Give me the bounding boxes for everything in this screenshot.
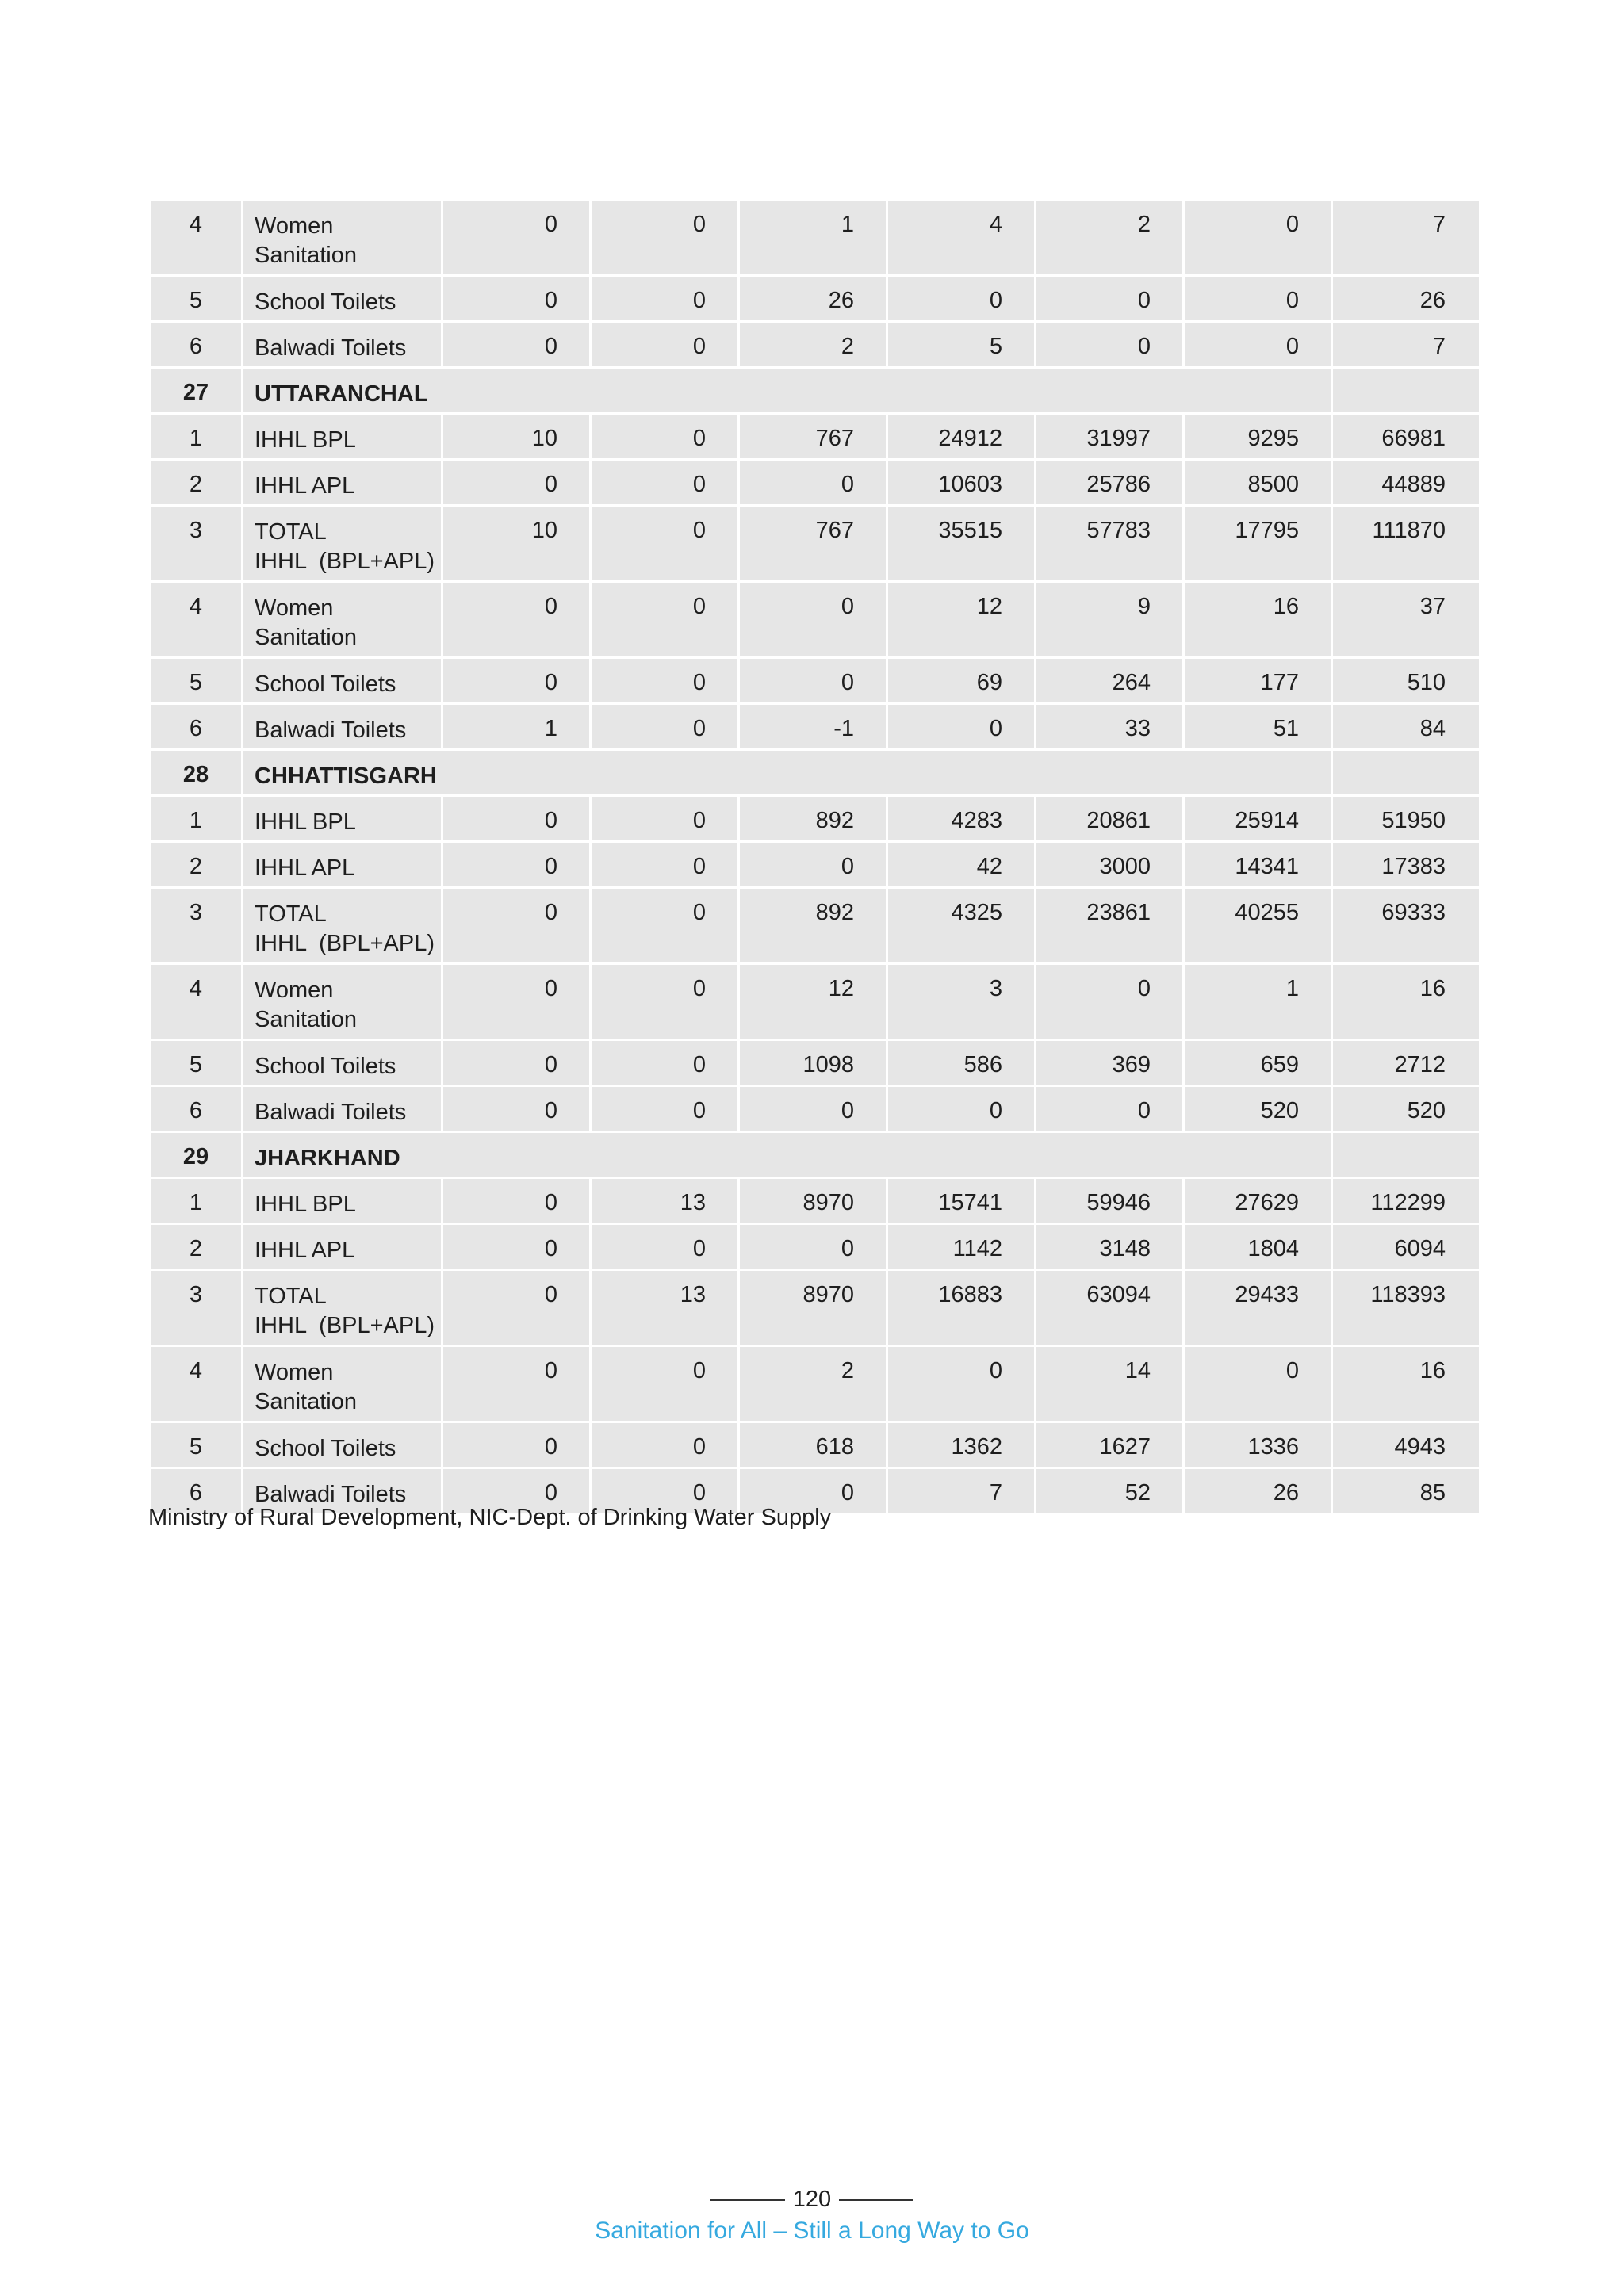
row-value: 177 <box>1184 658 1332 704</box>
row-value: 0 <box>739 1468 887 1514</box>
table-row <box>150 796 1480 842</box>
row-value: 0 <box>591 582 739 658</box>
state-name: CHHATTISGARH <box>243 750 1332 796</box>
table-row <box>150 704 1480 750</box>
row-value: 892 <box>739 888 887 964</box>
row-value: 2 <box>739 1346 887 1422</box>
row-component <box>243 582 442 658</box>
table-row <box>150 964 1480 1040</box>
row-value: 2 <box>1036 200 1184 276</box>
row-value: 0 <box>442 1468 591 1514</box>
row-value: 25786 <box>1036 460 1184 506</box>
row-value: 0 <box>591 506 739 582</box>
table-row <box>150 582 1480 658</box>
row-value: 0 <box>591 1346 739 1422</box>
row-component <box>243 1178 442 1224</box>
row-serial: 4 <box>150 582 243 658</box>
row-value: 1142 <box>887 1224 1036 1270</box>
row-value: 33 <box>1036 704 1184 750</box>
row-total-value: 66981 <box>1332 414 1480 460</box>
row-component <box>243 1346 442 1422</box>
row-value: -1 <box>739 704 887 750</box>
row-total-value: 44889 <box>1332 460 1480 506</box>
row-serial: 2 <box>150 1224 243 1270</box>
row-value: 0 <box>887 1086 1036 1132</box>
row-total-value: 520 <box>1332 1086 1480 1132</box>
table-row <box>150 1346 1480 1422</box>
row-value: 0 <box>442 1422 591 1468</box>
row-value: 0 <box>591 276 739 322</box>
row-value: 0 <box>442 1224 591 1270</box>
row-total-value: 6094 <box>1332 1224 1480 1270</box>
row-value: 26 <box>739 276 887 322</box>
row-value: 2 <box>739 322 887 368</box>
row-serial: 5 <box>150 276 243 322</box>
row-component <box>243 1270 442 1346</box>
row-value: 0 <box>591 414 739 460</box>
row-component <box>243 1040 442 1086</box>
row-value: 4 <box>887 200 1036 276</box>
row-value: 0 <box>442 1040 591 1086</box>
row-serial: 3 <box>150 888 243 964</box>
table-row <box>150 842 1480 888</box>
row-value: 26 <box>1184 1468 1332 1514</box>
row-value: 0 <box>1036 1086 1184 1132</box>
page-number-block <box>0 2187 1624 2213</box>
row-value: 69 <box>887 658 1036 704</box>
row-value: 0 <box>591 1224 739 1270</box>
row-component-line: IHHL (BPL+APL) <box>255 931 435 956</box>
row-component-line: Balwadi Toilets <box>255 335 407 361</box>
row-value: 9295 <box>1184 414 1332 460</box>
row-component <box>243 888 442 964</box>
state-header-row <box>150 368 1480 414</box>
row-value: 9 <box>1036 582 1184 658</box>
row-value: 0 <box>739 460 887 506</box>
state-empty-cell <box>1332 1132 1480 1178</box>
row-value: 10 <box>442 414 591 460</box>
row-value: 0 <box>442 200 591 276</box>
row-value: 0 <box>591 460 739 506</box>
row-value: 0 <box>442 582 591 658</box>
row-value: 0 <box>591 796 739 842</box>
row-component <box>243 1086 442 1132</box>
page-number: 120 <box>792 2187 832 2212</box>
row-value: 0 <box>591 1040 739 1086</box>
row-value: 57783 <box>1036 506 1184 582</box>
row-value: 0 <box>1184 276 1332 322</box>
row-value: 52 <box>1036 1468 1184 1514</box>
row-value: 3 <box>887 964 1036 1040</box>
state-empty-cell <box>1332 368 1480 414</box>
row-value: 0 <box>1036 322 1184 368</box>
row-value: 1 <box>1184 964 1332 1040</box>
row-value: 0 <box>442 1346 591 1422</box>
row-value: 13 <box>591 1178 739 1224</box>
row-total-value: 84 <box>1332 704 1480 750</box>
row-value: 31997 <box>1036 414 1184 460</box>
row-value: 42 <box>887 842 1036 888</box>
row-serial: 6 <box>150 1468 243 1514</box>
row-component-line: IHHL BPL <box>255 427 356 453</box>
row-value: 767 <box>739 506 887 582</box>
row-value: 0 <box>442 276 591 322</box>
row-value: 0 <box>442 322 591 368</box>
row-component-line: Women <box>255 1360 334 1385</box>
book-title: Sanitation for All – Still a Long Way to Go <box>595 2218 1029 2244</box>
row-serial: 1 <box>150 796 243 842</box>
table-row <box>150 322 1480 368</box>
row-value: 3148 <box>1036 1224 1184 1270</box>
row-value: 3000 <box>1036 842 1184 888</box>
row-component <box>243 506 442 582</box>
row-value: 0 <box>591 964 739 1040</box>
row-value: 1804 <box>1184 1224 1332 1270</box>
row-component <box>243 460 442 506</box>
row-component-line: Balwadi Toilets <box>255 718 407 743</box>
row-component-line: IHHL APL <box>255 1238 355 1263</box>
row-value: 35515 <box>887 506 1036 582</box>
row-value: 892 <box>739 796 887 842</box>
row-value: 0 <box>591 704 739 750</box>
row-value: 586 <box>887 1040 1036 1086</box>
row-component-line: Sanitation <box>255 1007 357 1032</box>
row-value: 29433 <box>1184 1270 1332 1346</box>
row-value: 0 <box>887 704 1036 750</box>
row-serial: 6 <box>150 322 243 368</box>
row-component-line: IHHL BPL <box>255 809 356 835</box>
row-value: 0 <box>442 460 591 506</box>
row-value: 0 <box>591 200 739 276</box>
row-component-line: School Toilets <box>255 1054 396 1079</box>
row-value: 0 <box>442 964 591 1040</box>
row-total-value: 7 <box>1332 200 1480 276</box>
row-component-line: Balwadi Toilets <box>255 1482 407 1507</box>
row-component <box>243 842 442 888</box>
row-value: 13 <box>591 1270 739 1346</box>
row-serial: 2 <box>150 460 243 506</box>
row-total-value: 69333 <box>1332 888 1480 964</box>
row-component-line: TOTAL <box>255 1284 327 1309</box>
row-total-value: 85 <box>1332 1468 1480 1514</box>
row-value: 10 <box>442 506 591 582</box>
row-serial: 4 <box>150 1346 243 1422</box>
row-serial: 5 <box>150 1422 243 1468</box>
row-component <box>243 704 442 750</box>
row-value: 369 <box>1036 1040 1184 1086</box>
row-component <box>243 276 442 322</box>
state-number: 27 <box>150 368 243 414</box>
row-value: 0 <box>887 1346 1036 1422</box>
row-value: 0 <box>591 888 739 964</box>
row-value: 0 <box>591 322 739 368</box>
row-value: 0 <box>591 842 739 888</box>
row-value: 0 <box>1184 1346 1332 1422</box>
row-component-line: Sanitation <box>255 243 357 268</box>
row-value: 23861 <box>1036 888 1184 964</box>
footer-rule-left <box>710 2199 785 2201</box>
table-row <box>150 1270 1480 1346</box>
row-component-line: IHHL (BPL+APL) <box>255 549 435 574</box>
row-serial: 5 <box>150 658 243 704</box>
row-total-value: 26 <box>1332 276 1480 322</box>
row-value: 0 <box>1184 322 1332 368</box>
row-component-line: Sanitation <box>255 625 357 650</box>
state-name: JHARKHAND <box>243 1132 1332 1178</box>
row-value: 25914 <box>1184 796 1332 842</box>
row-value: 618 <box>739 1422 887 1468</box>
row-component <box>243 322 442 368</box>
table-row <box>150 414 1480 460</box>
row-value: 0 <box>739 1086 887 1132</box>
row-value: 40255 <box>1184 888 1332 964</box>
state-header-row <box>150 1132 1480 1178</box>
row-value: 0 <box>591 1468 739 1514</box>
table-row <box>150 276 1480 322</box>
state-number: 28 <box>150 750 243 796</box>
table-row <box>150 888 1480 964</box>
row-value: 0 <box>1036 276 1184 322</box>
row-component-line: School Toilets <box>255 1436 396 1461</box>
row-value: 1336 <box>1184 1422 1332 1468</box>
row-value: 20861 <box>1036 796 1184 842</box>
table-row <box>150 1178 1480 1224</box>
row-value: 51 <box>1184 704 1332 750</box>
row-component-line: School Toilets <box>255 672 396 697</box>
row-total-value: 4943 <box>1332 1422 1480 1468</box>
row-value: 0 <box>442 1086 591 1132</box>
row-total-value: 112299 <box>1332 1178 1480 1224</box>
row-value: 8970 <box>739 1178 887 1224</box>
row-value: 0 <box>739 842 887 888</box>
row-value: 264 <box>1036 658 1184 704</box>
row-value: 8970 <box>739 1270 887 1346</box>
row-value: 659 <box>1184 1040 1332 1086</box>
row-component-line: IHHL (BPL+APL) <box>255 1313 435 1338</box>
row-component <box>243 658 442 704</box>
table-row <box>150 1086 1480 1132</box>
page-footer <box>0 2187 1624 2244</box>
row-value: 63094 <box>1036 1270 1184 1346</box>
table-row <box>150 1422 1480 1468</box>
table-row <box>150 506 1480 582</box>
state-empty-cell <box>1332 750 1480 796</box>
row-value: 0 <box>442 658 591 704</box>
row-serial: 4 <box>150 964 243 1040</box>
row-component <box>243 414 442 460</box>
row-serial: 5 <box>150 1040 243 1086</box>
row-total-value: 118393 <box>1332 1270 1480 1346</box>
row-component <box>243 796 442 842</box>
row-component-line: Sanitation <box>255 1389 357 1414</box>
row-value: 5 <box>887 322 1036 368</box>
row-component <box>243 200 442 276</box>
row-value: 16 <box>1184 582 1332 658</box>
row-serial: 3 <box>150 506 243 582</box>
row-value: 0 <box>739 582 887 658</box>
table-row <box>150 658 1480 704</box>
row-value: 59946 <box>1036 1178 1184 1224</box>
row-value: 0 <box>887 276 1036 322</box>
row-total-value: 16 <box>1332 1346 1480 1422</box>
state-number: 29 <box>150 1132 243 1178</box>
row-component-line: IHHL APL <box>255 473 355 499</box>
row-value: 4325 <box>887 888 1036 964</box>
table-row <box>150 1040 1480 1086</box>
row-component-line: TOTAL <box>255 901 327 927</box>
row-serial: 2 <box>150 842 243 888</box>
row-value: 8500 <box>1184 460 1332 506</box>
row-value: 16883 <box>887 1270 1036 1346</box>
row-value: 0 <box>442 796 591 842</box>
row-total-value: 16 <box>1332 964 1480 1040</box>
row-value: 0 <box>591 658 739 704</box>
row-value: 1362 <box>887 1422 1036 1468</box>
row-value: 1627 <box>1036 1422 1184 1468</box>
row-value: 15741 <box>887 1178 1036 1224</box>
row-component-line: School Toilets <box>255 289 396 315</box>
row-total-value: 37 <box>1332 582 1480 658</box>
row-value: 0 <box>739 658 887 704</box>
row-total-value: 2712 <box>1332 1040 1480 1086</box>
table-body <box>150 200 1480 1514</box>
row-value: 0 <box>1184 200 1332 276</box>
row-value: 14 <box>1036 1346 1184 1422</box>
row-component <box>243 1422 442 1468</box>
row-component-line: Women <box>255 595 334 621</box>
row-serial: 6 <box>150 704 243 750</box>
row-value: 10603 <box>887 460 1036 506</box>
row-total-value: 17383 <box>1332 842 1480 888</box>
row-value: 12 <box>739 964 887 1040</box>
row-total-value: 51950 <box>1332 796 1480 842</box>
row-value: 0 <box>442 888 591 964</box>
row-value: 1098 <box>739 1040 887 1086</box>
row-component-line: TOTAL <box>255 519 327 545</box>
row-value: 0 <box>591 1086 739 1132</box>
row-component-line: Women <box>255 213 334 239</box>
table-row <box>150 460 1480 506</box>
row-serial: 4 <box>150 200 243 276</box>
source-note: Ministry of Rural Development, NIC-Dept. of Drinking Water Supply <box>148 1505 832 1530</box>
row-serial: 6 <box>150 1086 243 1132</box>
row-component <box>243 964 442 1040</box>
row-value: 27629 <box>1184 1178 1332 1224</box>
row-value: 0 <box>442 1178 591 1224</box>
row-total-value: 7 <box>1332 322 1480 368</box>
row-value: 4283 <box>887 796 1036 842</box>
row-total-value: 111870 <box>1332 506 1480 582</box>
row-value: 12 <box>887 582 1036 658</box>
row-component-line: Women <box>255 978 334 1003</box>
row-value: 1 <box>442 704 591 750</box>
row-serial: 1 <box>150 1178 243 1224</box>
row-value: 14341 <box>1184 842 1332 888</box>
row-value: 24912 <box>887 414 1036 460</box>
row-value: 0 <box>591 1422 739 1468</box>
row-value: 0 <box>1036 964 1184 1040</box>
row-value: 1 <box>739 200 887 276</box>
table-row <box>150 1224 1480 1270</box>
state-header-row <box>150 750 1480 796</box>
row-value: 520 <box>1184 1086 1332 1132</box>
row-component-line: IHHL BPL <box>255 1192 356 1217</box>
state-name: UTTARANCHAL <box>243 368 1332 414</box>
row-value: 0 <box>739 1224 887 1270</box>
row-value: 7 <box>887 1468 1036 1514</box>
footer-rule-right <box>839 2199 914 2201</box>
row-value: 0 <box>442 842 591 888</box>
table-row <box>150 200 1480 276</box>
row-component <box>243 1224 442 1270</box>
row-component-line: IHHL APL <box>255 855 355 881</box>
row-serial: 1 <box>150 414 243 460</box>
row-component-line: Balwadi Toilets <box>255 1100 407 1125</box>
row-value: 0 <box>442 1270 591 1346</box>
row-serial: 3 <box>150 1270 243 1346</box>
row-value: 17795 <box>1184 506 1332 582</box>
row-value: 767 <box>739 414 887 460</box>
data-table <box>148 198 1481 1515</box>
row-total-value: 510 <box>1332 658 1480 704</box>
